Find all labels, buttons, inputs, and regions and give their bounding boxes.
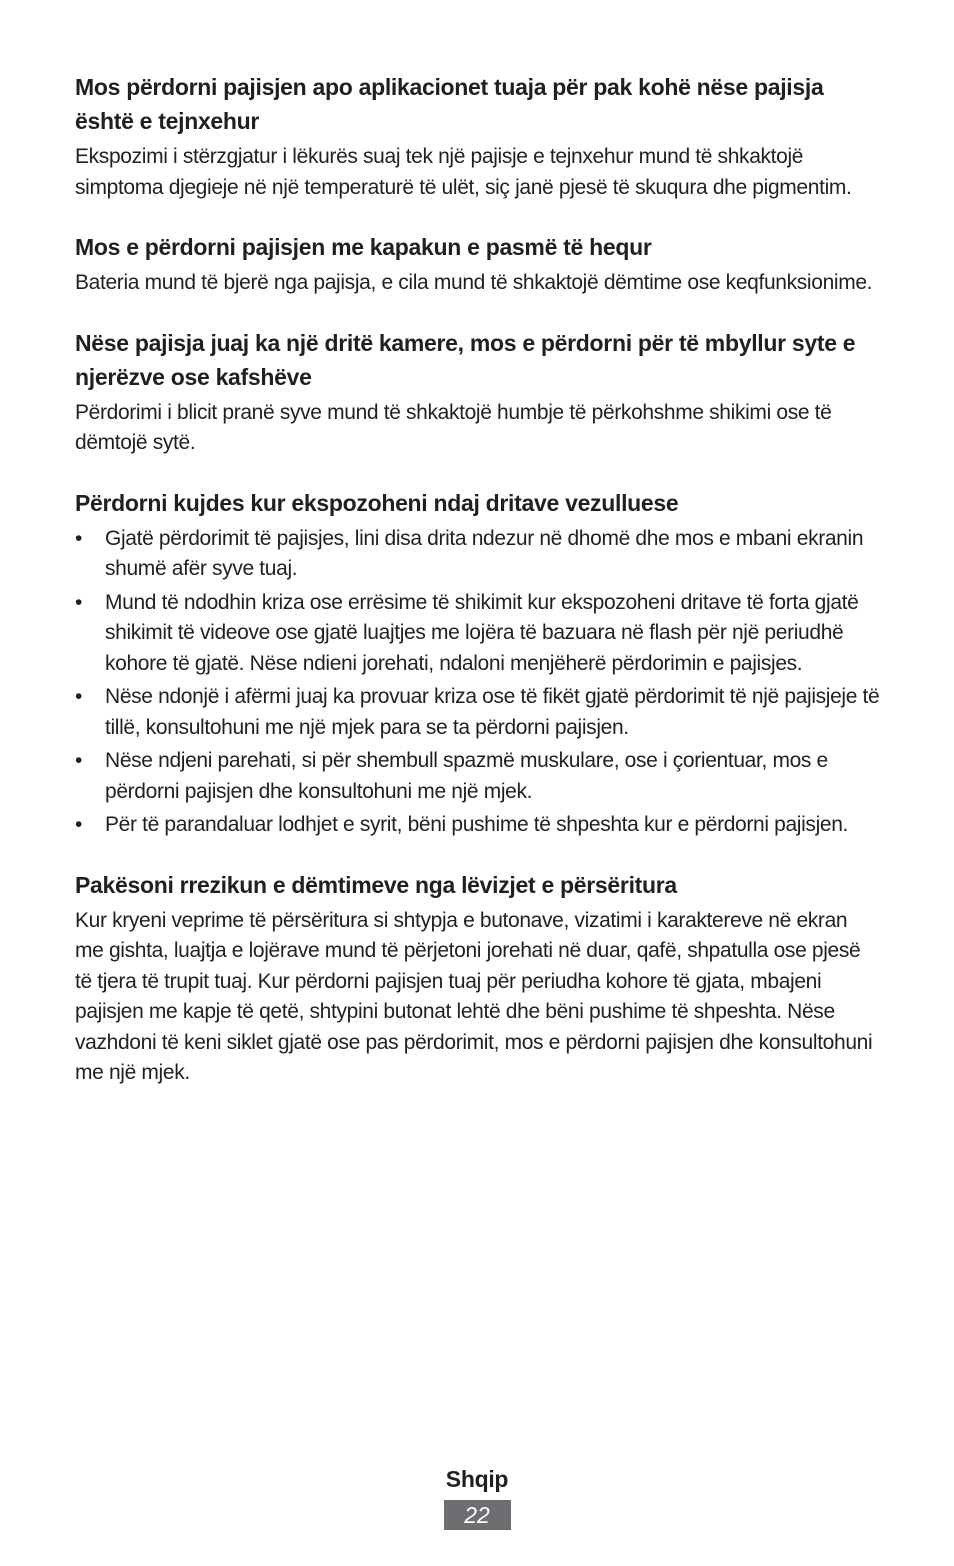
section-heading: Mos e përdorni pajisjen me kapakun e pasmë të hequr bbox=[75, 234, 652, 260]
section-heading: Mos përdorni pajisjen apo aplikacionet tuaja për pak kohë nëse pajisja është e tejnxehur bbox=[75, 74, 824, 134]
bullet-marker: • bbox=[75, 813, 83, 836]
list-item bbox=[75, 682, 880, 743]
list-item bbox=[75, 524, 880, 585]
list-item-text: Për të parandaluar lodhjet e syrit, bëni pushime të shpeshta kur e përdorni pajisjen. bbox=[105, 813, 849, 836]
document-content bbox=[75, 70, 880, 1116]
list-item-text: Mund të ndodhin kriza ose errësime të shikimit kur ekspozoheni dritave të forta gjatë shikimit të videove ose gjatë luajtjes me lojëra të bazuara në flash për një periudhë kohore të gjatë. Nëse ndieni jorehati, ndaloni menjëherë përdorimin e pajisjes. bbox=[105, 590, 859, 675]
section-paragraph: Kur kryeni veprime të përsëritura si shtypja e butonave, vizatimi i karaktereve në ekran me gishta, luajtja e lojërave mund të përjetoni jorehati në duar, qafë, shpatulla ose pjesë të tjera të trupit tuaj. Kur përdorni pajisjen tuaj për periudha kohore të gjata, mbajeni pajisjen me kapje të qetë, shtypini butonat lehtë dhe bëni pushime të shpeshta. Nëse vazhdoni të keni siklet gjatë ose pas përdorimit, mos e përdorni pajisjen dhe konsultohuni me një mjek. bbox=[75, 908, 873, 1084]
bullet-marker: • bbox=[75, 590, 83, 614]
bullet-marker: • bbox=[75, 685, 83, 708]
bullet-list bbox=[75, 524, 880, 841]
section-camera-light bbox=[75, 326, 880, 459]
list-item-text: Nëse ndjeni parehati, si për shembull spazmë muskulare, ose i çorientuar, mos e përdorni pajisjen dhe konsultohuni me një mjek. bbox=[105, 749, 828, 803]
section-overheated-device bbox=[75, 70, 880, 203]
list-item bbox=[75, 810, 880, 841]
section-heading: Nëse pajisja juaj ka një dritë kamere, mos e përdorni për të mbyllur syte e njerëzve ose kafshëve bbox=[75, 329, 856, 390]
list-item bbox=[75, 588, 880, 680]
section-paragraph: Bateria mund të bjerë nga pajisja, e cila mund të shkaktojë dëmtime ose keqfunksionime. bbox=[75, 271, 873, 294]
section-flashing-lights bbox=[75, 486, 880, 841]
section-repetitive-motions bbox=[75, 868, 880, 1089]
list-item-text: Gjatë përdorimit të pajisjes, lini disa drita ndezur në dhomë dhe mos e mbani ekranin shumë afër syve tuaj. bbox=[105, 526, 864, 580]
list-item bbox=[75, 746, 880, 807]
bullet-marker: • bbox=[75, 526, 83, 550]
list-item-text: Nëse ndonjë i afërmi juaj ka provuar kriza ose të fikët gjatë përdorimit të një pajisjeje të tillë, konsultohuni me një mjek para se ta përdorni pajisjen. bbox=[105, 685, 880, 739]
section-paragraph: Ekspozimi i stërzgjatur i lëkurës suaj tek një pajisje e tejnxehur mund të shkaktojë simptoma djegieje në një temperaturë të ulët, siç janë pjesë të skuqura dhe pigmentim. bbox=[75, 145, 852, 199]
section-paragraph: Përdorimi i blicit pranë syve mund të shkaktojë humbje të përkohshme shikimi ose të dëmtojë sytë. bbox=[75, 400, 832, 454]
section-heading: Përdorni kujdes kur ekspozoheni ndaj dritave vezulluese bbox=[75, 489, 679, 516]
page-footer bbox=[0, 1462, 954, 1530]
page-number-badge: 22 bbox=[444, 1500, 511, 1530]
section-heading: Pakësoni rrezikun e dëmtimeve nga lëvizjet e përsëritura bbox=[75, 871, 677, 898]
bullet-marker: • bbox=[75, 749, 83, 772]
section-back-cover-removed bbox=[75, 230, 880, 299]
footer-language-label: Shqip bbox=[445, 1466, 509, 1492]
